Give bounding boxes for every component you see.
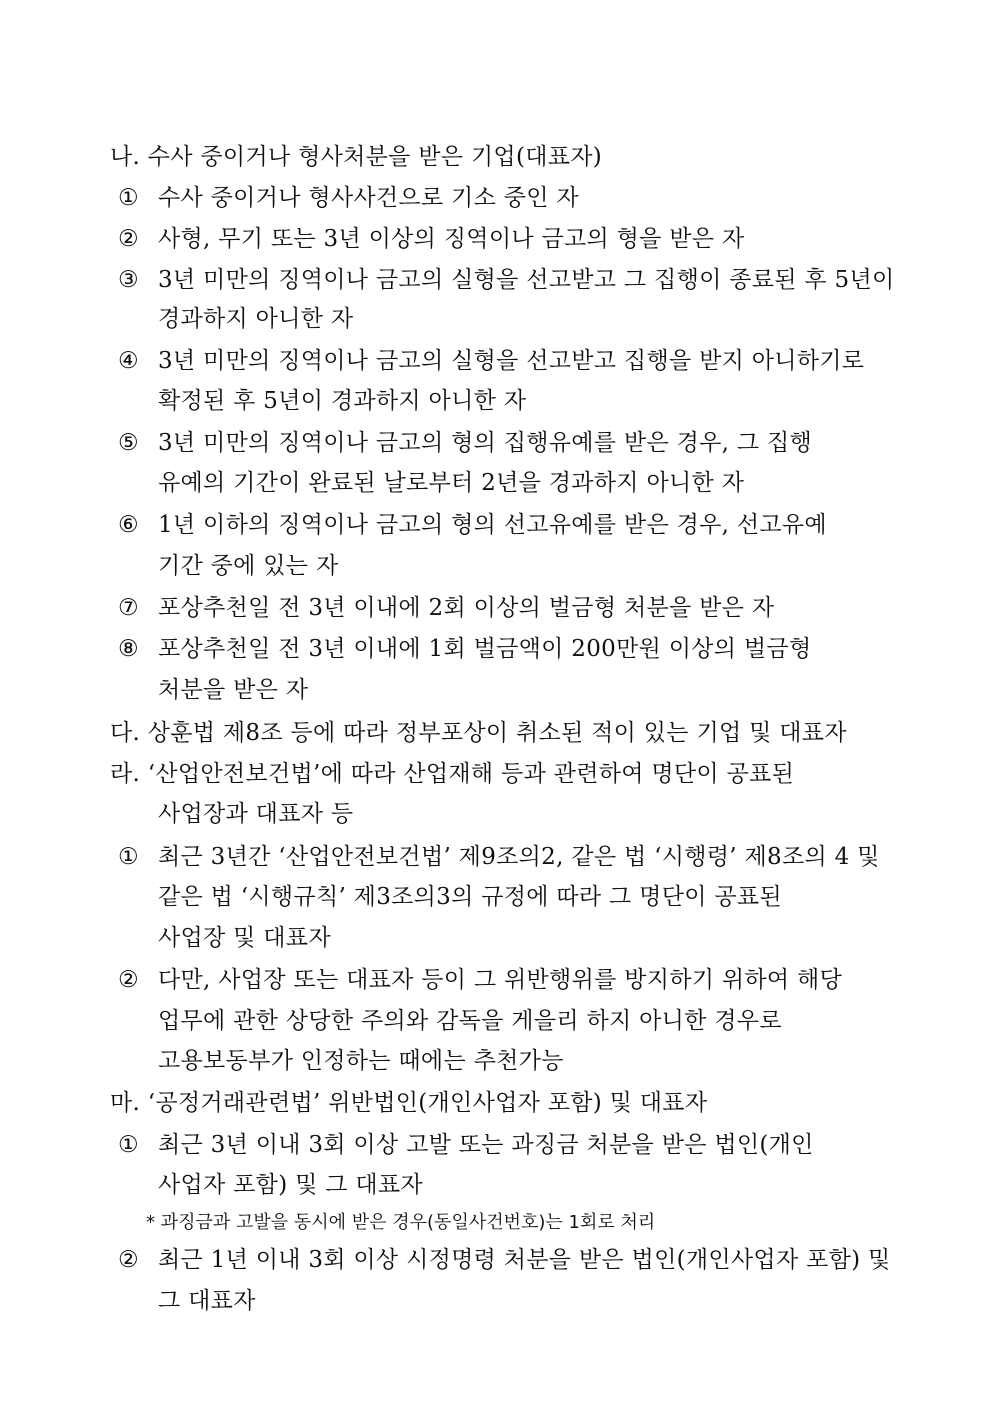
item-marker: ⑦	[118, 595, 139, 621]
item-text: 같은 법 ‘시행규칙’ 제3조의3의 규정에 따라 그 명단이 공표된	[158, 884, 782, 910]
item-marker: ①	[118, 844, 139, 870]
item-text: 확정된 후 5년이 경과하지 아니한 자	[158, 388, 527, 414]
item-text: 최근 3년간 ‘산업안전보건법’ 제9조의2, 같은 법 ‘시행령’ 제8조의 4 및	[158, 844, 880, 870]
item-text: 최근 1년 이내 3회 이상 시정명령 처분을 받은 법인(개인사업자 포함) 및	[158, 1247, 891, 1273]
item-marker: ③	[118, 267, 139, 293]
item-text: 사형, 무기 또는 3년 이상의 징역이나 금고의 형을 받은 자	[158, 226, 745, 252]
item-text: 처분을 받은 자	[158, 677, 309, 703]
item-text: 수사 중이거나 형사사건으로 기소 중인 자	[158, 185, 579, 211]
item-text: 3년 미만의 징역이나 금고의 실형을 선고받고 집행을 받지 아니하기로	[158, 348, 865, 374]
section-ra-heading-cont: 사업장과 대표자 등	[158, 801, 354, 827]
section-ra-heading: 라. ‘산업안전보건법’에 따라 산업재해 등과 관련하여 명단이 공표된	[110, 761, 795, 787]
item-text: 고용보동부가 인정하는 때에는 추천가능	[158, 1048, 564, 1074]
section-ma-heading: 마. ‘공정거래관련법’ 위반법인(개인사업자 포함) 및 대표자	[110, 1090, 708, 1116]
item-text: 포상추천일 전 3년 이내에 2회 이상의 벌금형 처분을 받은 자	[158, 595, 775, 621]
item-text: 업무에 관한 상당한 주의와 감독을 게을리 하지 아니한 경우로	[158, 1008, 782, 1034]
footnote: * 과징금과 고발을 동시에 받은 경우(동일사건번호)는 1회로 처리	[146, 1212, 656, 1233]
item-marker: ⑧	[118, 636, 139, 662]
item-text: 최근 3년 이내 3회 이상 고발 또는 과징금 처분을 받은 법인(개인	[158, 1132, 814, 1158]
item-marker: ②	[118, 1247, 139, 1273]
item-marker: ①	[118, 185, 139, 211]
item-marker: ①	[118, 1132, 139, 1158]
item-text: 사업자 포함) 및 그 대표자	[158, 1172, 423, 1198]
section-na-heading: 나. 수사 중이거나 형사처분을 받은 기업(대표자)	[110, 144, 603, 170]
item-text: 그 대표자	[158, 1288, 256, 1314]
item-marker: ④	[118, 348, 139, 374]
item-text: 기간 중에 있는 자	[158, 553, 339, 579]
item-marker: ②	[118, 226, 139, 252]
item-marker: ⑥	[118, 512, 139, 538]
item-marker: ②	[118, 967, 139, 993]
item-text: 1년 이하의 징역이나 금고의 형의 선고유예를 받은 경우, 선고유예	[158, 512, 827, 538]
item-text: 3년 미만의 징역이나 금고의 실형을 선고받고 그 집행이 종료된 후 5년이	[158, 267, 895, 293]
item-text: 경과하지 아니한 자	[158, 306, 354, 332]
item-text: 다만, 사업장 또는 대표자 등이 그 위반행위를 방지하기 위하여 해당	[158, 967, 843, 993]
item-text: 3년 미만의 징역이나 금고의 형의 집행유예를 받은 경우, 그 집행	[158, 430, 812, 456]
item-marker: ⑤	[118, 430, 139, 456]
section-da-heading: 다. 상훈법 제8조 등에 따라 정부포상이 취소된 적이 있는 기업 및 대표자	[110, 720, 847, 746]
item-text: 포상추천일 전 3년 이내에 1회 벌금액이 200만원 이상의 벌금형	[158, 636, 812, 662]
item-text: 유예의 기간이 완료된 날로부터 2년을 경과하지 아니한 자	[158, 470, 745, 496]
item-text: 사업장 및 대표자	[158, 925, 331, 951]
